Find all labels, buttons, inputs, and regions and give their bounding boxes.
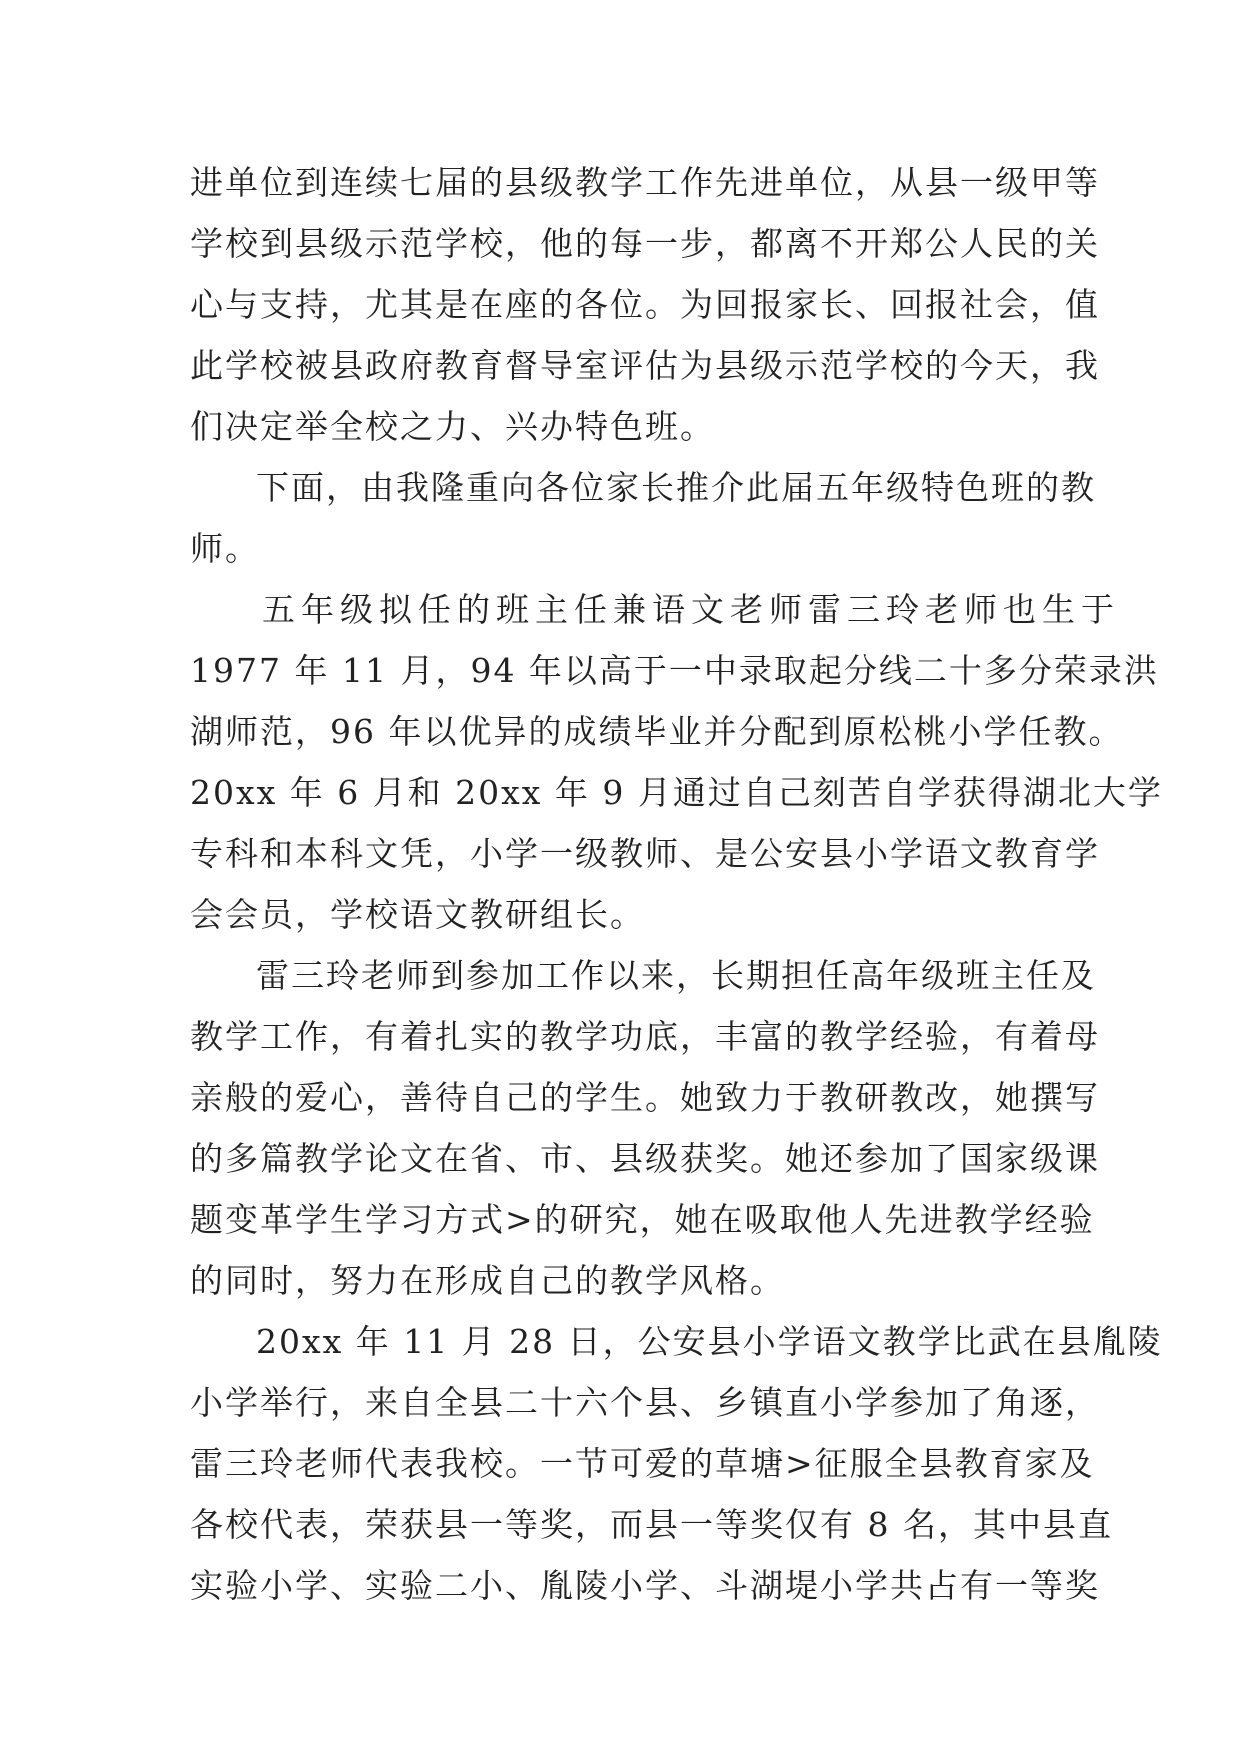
text-line: 小学举行，来自全县二十六个县、乡镇直小学参加了角逐，	[190, 1383, 1100, 1422]
text-line: 的多篇教学论文在省、市、县级获奖。她还参加了国家级课	[190, 1139, 1100, 1178]
text-line: 题变革学生学习方式>的研究，她在吸取他人先进教学经验	[190, 1200, 1095, 1239]
text-line: 心与支持，尤其是在座的各位。为回报家长、回报社会，值	[190, 285, 1100, 324]
text-line: 专科和本科文凭，小学一级教师、是公安县小学语文教育学	[190, 834, 1100, 873]
text-line: 师。	[190, 529, 260, 568]
text-line: 亲般的爱心，善待自己的学生。她致力于教研教改，她撰写	[190, 1078, 1100, 1117]
text-line: 实验小学、实验二小、胤陵小学、斗湖堤小学共占有一等奖	[190, 1566, 1100, 1605]
text-line: 雷三玲老师代表我校。一节可爱的草塘>征服全县教育家及	[190, 1444, 1095, 1483]
text-line: 20xx 年 6 月和 20xx 年 9 月通过自己刻苦自学获得湖北大学	[190, 773, 1163, 812]
text-line: 湖师范，96 年以优异的成绩毕业并分配到原松桃小学任教。	[190, 712, 1124, 751]
text-line: 会会员，学校语文教研组长。	[190, 895, 645, 934]
text-line: 教学工作，有着扎实的教学功底，丰富的教学经验，有着母	[190, 1017, 1100, 1056]
text-line: 各校代表，荣获县一等奖，而县一等奖仅有 8 名，其中县直	[190, 1505, 1113, 1544]
text-line: 进单位到连续七届的县级教学工作先进单位，从县一级甲等	[190, 163, 1100, 202]
text-line: 五年级拟任的班主任兼语文老师雷三玲老师也生于	[262, 590, 1120, 629]
text-line: 下面，由我隆重向各位家长推介此届五年级特色班的教	[256, 468, 1096, 507]
text-line: 20xx 年 11 月 28 日，公安县小学语文教学比武在县胤陵	[256, 1322, 1163, 1361]
text-line: 学校到县级示范学校，他的每一步，都离不开郑公人民的关	[190, 224, 1100, 263]
text-line: 此学校被县政府教育督导室评估为县级示范学校的今天，我	[190, 346, 1100, 385]
text-line: 们决定举全校之力、兴办特色班。	[190, 407, 715, 446]
text-line: 雷三玲老师到参加工作以来，长期担任高年级班主任及	[256, 956, 1096, 995]
text-line: 1977 年 11 月，94 年以高于一中录取起分线二十多分荣录洪	[190, 651, 1159, 690]
text-line: 的同时，努力在形成自己的教学风格。	[190, 1261, 785, 1300]
